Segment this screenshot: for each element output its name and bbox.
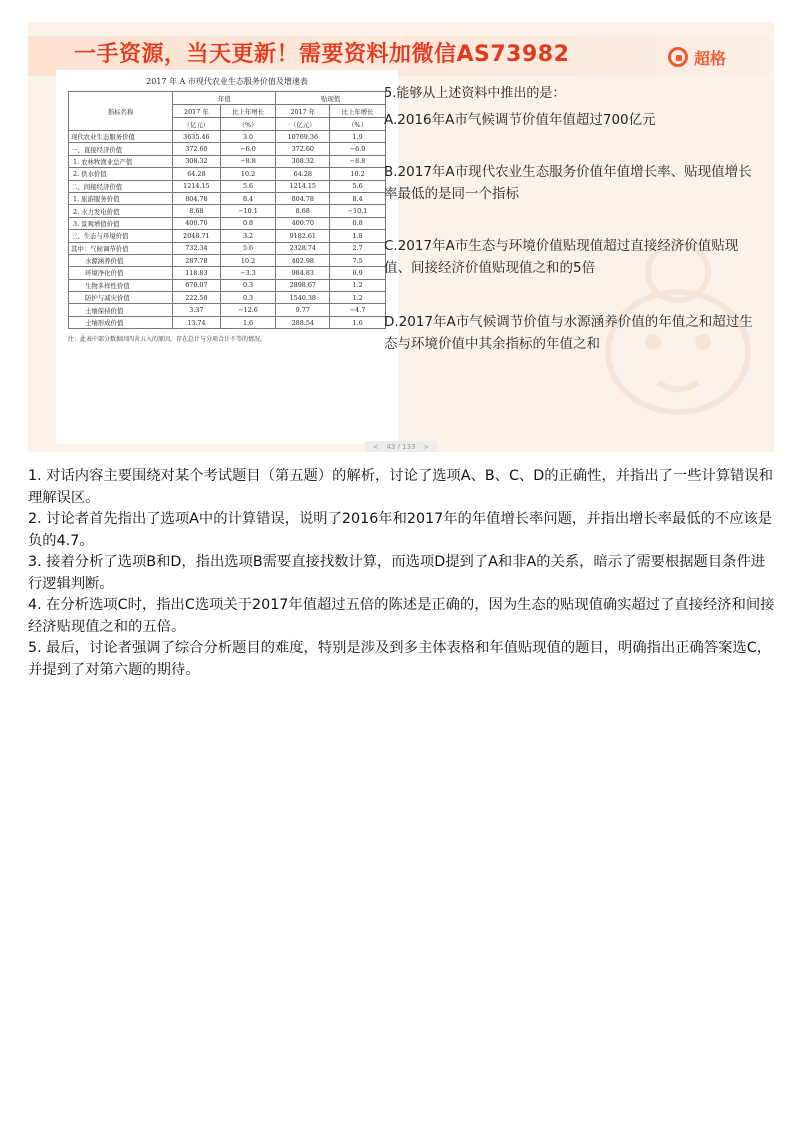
current-value-cell: 2328.74 (276, 242, 330, 254)
row-name-cell: 2. 供水价值 (69, 168, 173, 180)
current-growth-cell: 1.2 (330, 279, 386, 291)
note-item: 3. 接着分析了选项B和D，指出选项B需要直接找数计算，而选项D提到了A和非A的关系，暗示了需要根据题目条件进行逻辑判断。 (28, 554, 766, 592)
brand-name: 超格 (693, 48, 726, 68)
annual-growth-cell: −12.6 (220, 304, 276, 316)
table-row (69, 205, 386, 217)
table-title: 2017 年 A 市现代农业生态服务价值及增速表 (146, 77, 308, 86)
next-page-icon[interactable]: > (423, 443, 430, 451)
data-table (68, 91, 386, 329)
current-value-cell: 1540.38 (276, 292, 330, 304)
current-growth-cell: −4.7 (330, 304, 386, 316)
current-value-cell: 9182.61 (276, 230, 330, 242)
brand-logo (668, 44, 726, 70)
summary-notes (28, 466, 776, 681)
annual-value-cell: 2048.71 (173, 230, 221, 242)
current-growth-cell: 10.2 (330, 168, 386, 180)
annual-growth-cell: 0.3 (220, 292, 276, 304)
row-name-cell: 三、生态与环境价值 (69, 230, 173, 242)
row-name-cell: 现代农业生态服务价值 (69, 131, 173, 143)
note-item: 4. 在分析选项C时，指出C选项关于2017年值超过五倍的陈述是正确的，因为生态的贴现值确实超过了直接经济和间接经济贴现值之和的五倍。 (28, 597, 775, 635)
current-value-cell: 804.78 (276, 192, 330, 204)
current-value-cell: 1214.15 (276, 180, 330, 192)
question-panel (384, 82, 764, 355)
current-growth-cell: −8.8 (330, 155, 386, 167)
row-name-cell: 土壤保持价值 (69, 304, 173, 316)
annual-growth-cell: 5.6 (220, 242, 276, 254)
row-name-cell: 二、间接经济价值 (69, 180, 173, 192)
annual-growth-cell: −3.3 (220, 267, 276, 279)
current-value-cell: 8.68 (276, 205, 330, 217)
current-growth-cell: −6.0 (330, 143, 386, 155)
col-header-unit-1: （亿元） (173, 118, 221, 131)
annual-growth-cell: 0.3 (220, 279, 276, 291)
col-header-name: 指标名称 (69, 92, 173, 131)
current-growth-cell: 1.2 (330, 292, 386, 304)
current-value-cell: 400.70 (276, 217, 330, 229)
current-value-cell: 64.28 (276, 168, 330, 180)
current-growth-cell: 0.9 (330, 267, 386, 279)
row-name-cell: 水源涵养价值 (69, 254, 173, 266)
annual-value-cell: 372.60 (173, 143, 221, 155)
col-header-pct-1: （%） (220, 118, 276, 131)
row-name-cell: 1. 农林牧渔业总产值 (69, 155, 173, 167)
note-item: 2. 讨论者首先指出了选项A中的计算错误，说明了2016年和2017年的年值增长率问题，并指出增长率最低的不应该是负的4.7。 (28, 511, 773, 549)
annual-growth-cell: 5.6 (220, 180, 276, 192)
page-indicator: 43 / 133 (386, 443, 416, 451)
current-value-cell: 308.32 (276, 155, 330, 167)
col-header-growth-2: 比上年增长 (330, 105, 386, 118)
annual-value-cell: 8.68 (173, 205, 221, 217)
annual-value-cell: 1214.15 (173, 180, 221, 192)
annual-value-cell: 222.58 (173, 292, 221, 304)
col-header-year-2: 2017 年 (276, 105, 330, 118)
current-growth-cell: 8.4 (330, 192, 386, 204)
table-row (69, 155, 386, 167)
col-header-year-1: 2017 年 (173, 105, 221, 118)
table-row (69, 242, 386, 254)
data-table-card (56, 70, 398, 444)
note-item: 5. 最后，讨论者强调了综合分析题目的难度，特别是涉及到多主体表格和年值贴现值的题目，明确指出正确答案选C，并提到了对第六题的期待。 (28, 640, 772, 678)
table-row (69, 304, 386, 316)
annual-growth-cell: −6.0 (220, 143, 276, 155)
annual-growth-cell: −8.8 (220, 155, 276, 167)
annual-value-cell: 308.32 (173, 155, 221, 167)
annual-value-cell: 3.37 (173, 304, 221, 316)
annual-growth-cell: 3.0 (220, 131, 276, 143)
annual-growth-cell: 1.6 (220, 316, 276, 328)
current-value-cell: 9.77 (276, 304, 330, 316)
row-name-cell: 2. 水力发电价值 (69, 205, 173, 217)
current-value-cell: 984.83 (276, 267, 330, 279)
table-row (69, 230, 386, 242)
current-growth-cell: 7.5 (330, 254, 386, 266)
note-item: 1. 对话内容主要围绕对某个考试题目（第五题）的解析，讨论了选项A、B、C、D的正确性，并指出了一些计算错误和理解误区。 (28, 468, 774, 506)
brand-g-icon (668, 47, 688, 67)
annual-growth-cell: −10.1 (220, 205, 276, 217)
slide-screenshot (28, 22, 774, 452)
current-value-cell: 402.98 (276, 254, 330, 266)
annual-value-cell: 13.74 (173, 316, 221, 328)
current-growth-cell: −10.1 (330, 205, 386, 217)
option-b: B.2017年A市现代农业生态服务价值年值增长率、贴现值增长率最低的是同一个指标 (384, 164, 752, 202)
col-header-annual: 年值 (173, 92, 276, 105)
row-name-cell: 1. 旅游服务价值 (69, 192, 173, 204)
row-name-cell: 环境净化价值 (69, 267, 173, 279)
annual-growth-cell: 10.2 (220, 168, 276, 180)
option-a: A.2016年A市气候调节价值年值超过700亿元 (384, 112, 656, 128)
row-name-cell: 3. 景观增值价值 (69, 217, 173, 229)
pager-pill (365, 441, 438, 452)
table-row (69, 180, 386, 192)
row-name-cell: 其中：气候调节价值 (69, 242, 173, 254)
col-header-current: 贴现值 (276, 92, 386, 105)
pager (28, 434, 774, 452)
option-c: C.2017年A市生态与环境价值贴现值超过直接经济价值贴现值、间接经济价值贴现值之和的5倍 (384, 238, 739, 276)
annual-growth-cell: 0.8 (220, 217, 276, 229)
current-growth-cell: 1.6 (330, 316, 386, 328)
question-stem: 5.能够从上述资料中推出的是： (384, 86, 566, 101)
annual-growth-cell: 8.4 (220, 192, 276, 204)
row-name-cell: 防护与减灾价值 (69, 292, 173, 304)
table-row (69, 316, 386, 328)
table-row (69, 217, 386, 229)
current-growth-cell: 2.7 (330, 242, 386, 254)
col-header-unit-2: （亿元） (276, 118, 330, 131)
annual-value-cell: 804.78 (173, 192, 221, 204)
annual-value-cell: 670.07 (173, 279, 221, 291)
option-d: D.2017年A市气候调节价值与水源涵养价值的年值之和超过生态与环境价值中其余指标的年值之和 (384, 314, 753, 352)
table-row (69, 192, 386, 204)
annual-growth-cell: 3.2 (220, 230, 276, 242)
banner-text: 一手资源，当天更新！需要资料加微信AS73982 (74, 42, 570, 67)
col-header-growth-1: 比上年增长 (220, 105, 276, 118)
current-value-cell: 372.60 (276, 143, 330, 155)
annual-value-cell: 732.34 (173, 242, 221, 254)
current-growth-cell: 1.9 (330, 131, 386, 143)
row-name-cell: 生物多样性价值 (69, 279, 173, 291)
annual-value-cell: 3635.46 (173, 131, 221, 143)
row-name-cell: 土壤形成价值 (69, 316, 173, 328)
current-growth-cell: 0.8 (330, 217, 386, 229)
annual-value-cell: 64.28 (173, 168, 221, 180)
annual-value-cell: 118.83 (173, 267, 221, 279)
current-growth-cell: 1.8 (330, 230, 386, 242)
annual-value-cell: 287.78 (173, 254, 221, 266)
table-row (69, 267, 386, 279)
current-value-cell: 288.54 (276, 316, 330, 328)
current-value-cell: 2898.67 (276, 279, 330, 291)
row-name-cell: 一、直接经济价值 (69, 143, 173, 155)
col-header-pct-2: （%） (330, 118, 386, 131)
table-note: 注：此表中部分数据因四舍五入的原因，存在总计与分项合计不等的情况。 (68, 336, 267, 344)
current-value-cell: 10769.36 (276, 131, 330, 143)
table-row (69, 131, 386, 143)
current-growth-cell: 5.6 (330, 180, 386, 192)
annual-growth-cell: 10.2 (220, 254, 276, 266)
annual-value-cell: 400.70 (173, 217, 221, 229)
table-row (69, 254, 386, 266)
table-row (69, 292, 386, 304)
table-row (69, 143, 386, 155)
table-row (69, 279, 386, 291)
table-row (69, 168, 386, 180)
prev-page-icon[interactable]: < (372, 443, 379, 451)
